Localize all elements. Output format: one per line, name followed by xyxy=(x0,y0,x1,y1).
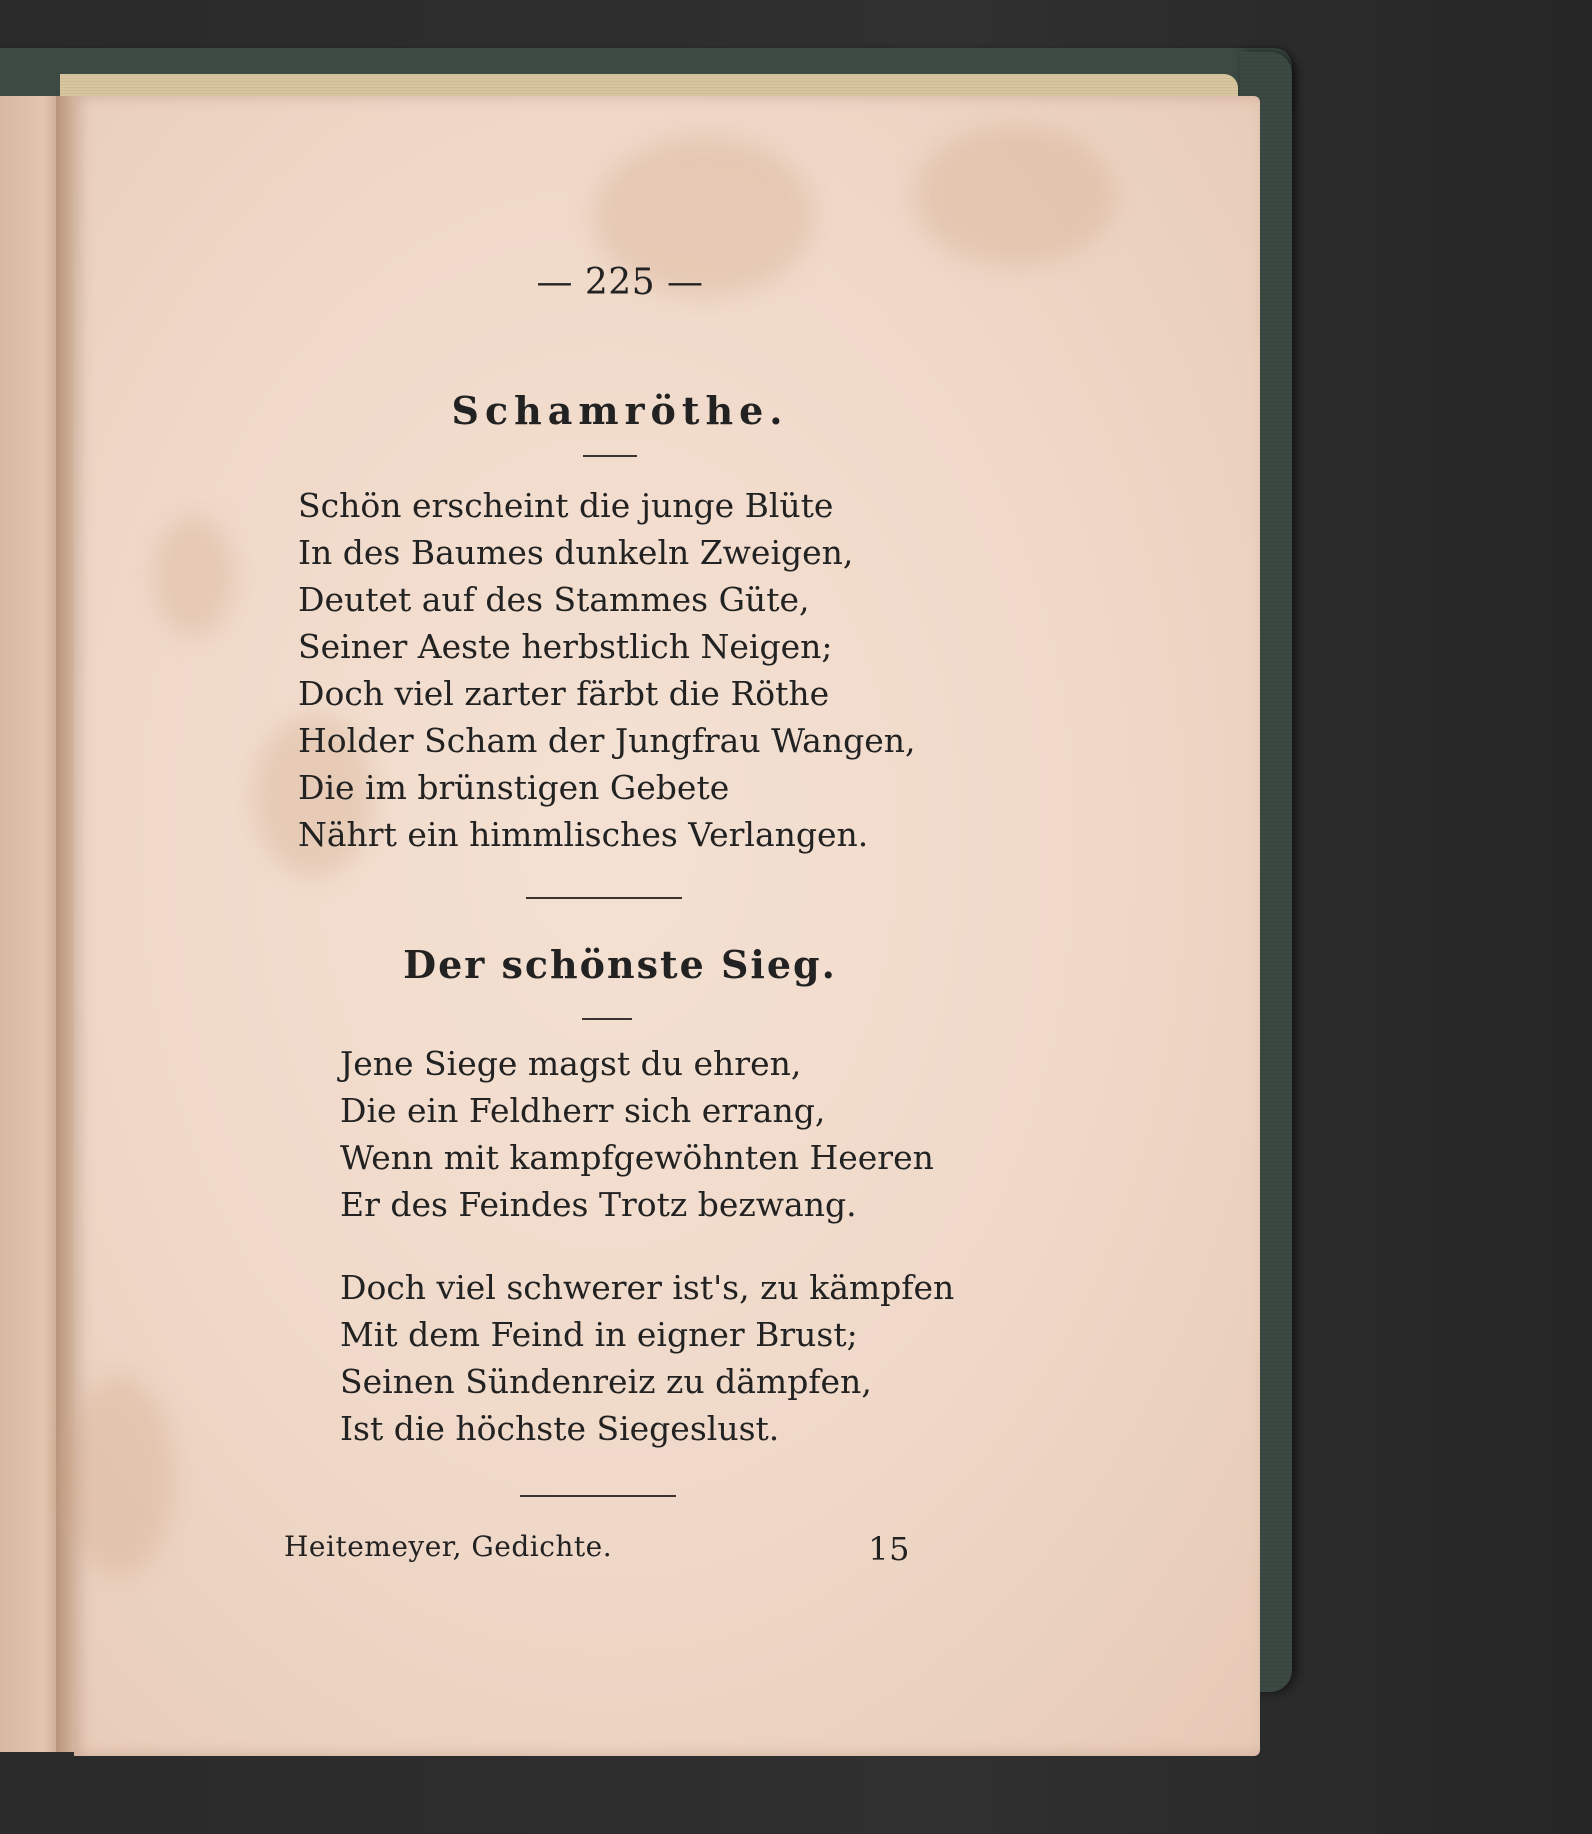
poem-line: Wenn mit kampfgewöhnten Heeren xyxy=(340,1138,934,1177)
poem-line: Schön erscheint die junge Blüte xyxy=(298,486,834,525)
section-divider xyxy=(520,1495,676,1497)
poem-line: Deutet auf des Stammes Güte, xyxy=(298,580,810,619)
poem-line: Holder Scham der Jungfrau Wangen, xyxy=(298,721,916,760)
title-underline xyxy=(582,1018,632,1020)
poem-line: Nährt ein himmlisches Verlangen. xyxy=(298,815,869,854)
poem-line: Doch viel schwerer ist's, zu kämpfen xyxy=(340,1268,955,1307)
poem-stanza xyxy=(340,1264,954,1452)
poem-line: Seinen Sündenreiz zu dämpfen, xyxy=(340,1362,872,1401)
poem-title: Der schönste Sieg. xyxy=(403,942,837,987)
paper-stain xyxy=(914,126,1114,266)
paper-stain xyxy=(154,516,234,636)
section-divider xyxy=(526,897,682,899)
page-block-edges xyxy=(60,74,1238,96)
footer-author-title: Heitemeyer, Gedichte. xyxy=(284,1530,613,1563)
poem-line: Ist die höchste Siegeslust. xyxy=(340,1409,780,1448)
footer-signature-mark: 15 xyxy=(868,1530,910,1568)
poem-line: Doch viel zarter färbt die Röthe xyxy=(298,674,830,713)
poem-line: Er des Feindes Trotz bezwang. xyxy=(340,1185,857,1224)
poem-line: Seiner Aeste herbstlich Neigen; xyxy=(298,627,833,666)
poem-line: Mit dem Feind in eigner Brust; xyxy=(340,1315,858,1354)
poem-line: Die ein Feldherr sich errang, xyxy=(340,1091,826,1130)
poem-title: Schamröthe. xyxy=(451,388,789,433)
page-number: — 225 — xyxy=(536,262,704,303)
poem-line: In des Baumes dunkeln Zweigen, xyxy=(298,533,854,572)
book-page xyxy=(74,96,1260,1756)
title-underline xyxy=(583,455,637,457)
poem-line: Jene Siege magst du ehren, xyxy=(340,1044,802,1083)
poem-stanza xyxy=(340,1040,934,1228)
left-page-sliver xyxy=(0,96,62,1752)
poem-line: Die im brünstigen Gebete xyxy=(298,768,730,807)
poem-stanza xyxy=(298,482,915,858)
paper-stain xyxy=(64,1376,174,1576)
